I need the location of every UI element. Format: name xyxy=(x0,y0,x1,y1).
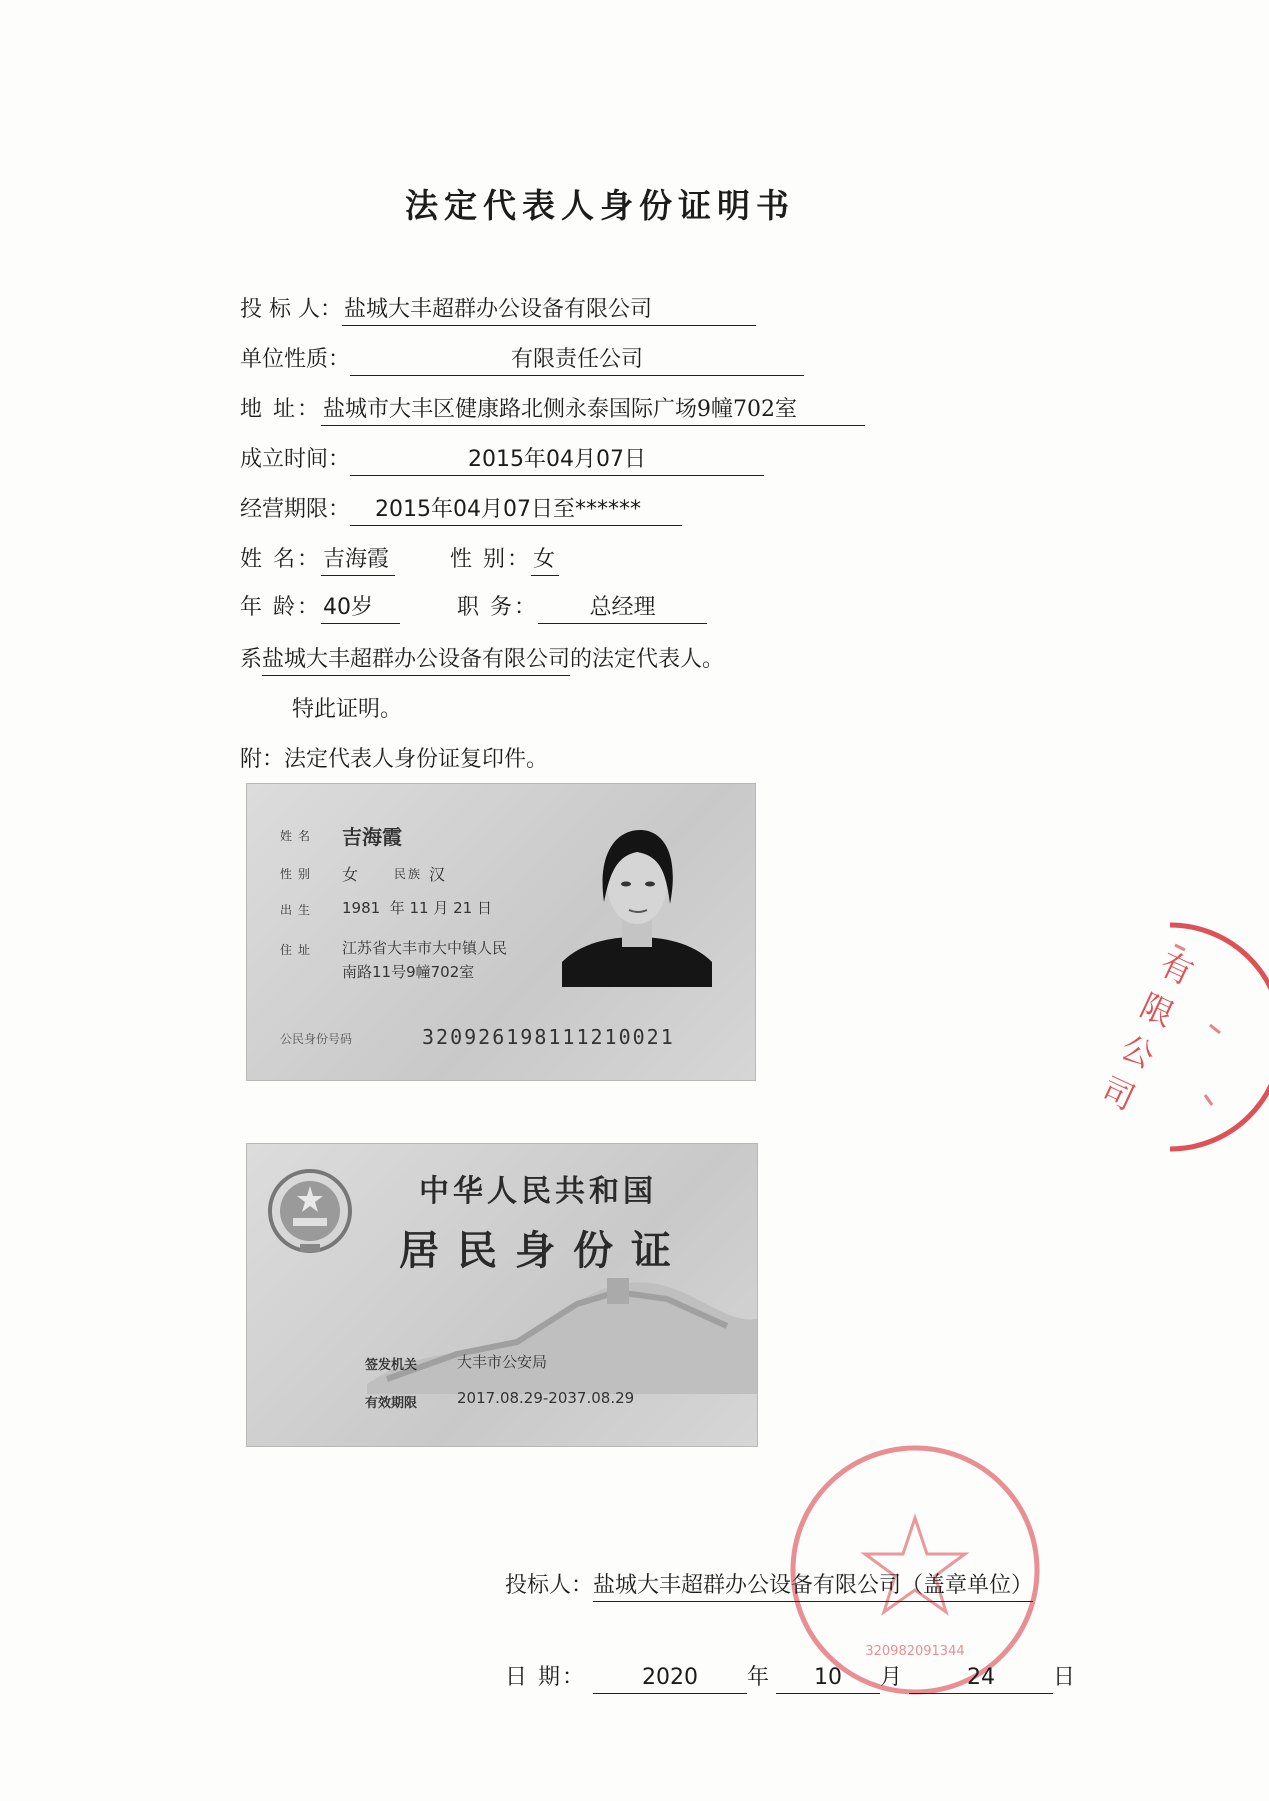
row-term xyxy=(240,492,682,528)
signature-line xyxy=(505,1568,1033,1604)
age-label: 年 龄： xyxy=(240,595,321,620)
id-birth: 1981 年 11 月 21 日 xyxy=(342,899,492,917)
gender-label: 性 别： xyxy=(450,547,531,572)
bidder-label: 投 标 人： xyxy=(240,297,342,322)
id-ethnic-label: 民族 xyxy=(394,867,423,881)
founded-value: 2015年04月07日 xyxy=(350,445,764,476)
document-title: 法定代表人身份证明书 xyxy=(405,186,795,225)
id-back-authority: 大丰市公安局 xyxy=(457,1353,548,1371)
term-value: 2015年04月07日至****** xyxy=(350,495,682,526)
id-back-card-name: 居民身份证 xyxy=(399,1227,689,1274)
id-name-label: 姓名 xyxy=(280,829,317,843)
row-bidder xyxy=(240,292,756,328)
age-value: 40岁 xyxy=(321,593,400,624)
signature-company: 盐城大丰超群办公设备有限公司 xyxy=(593,1571,901,1602)
id-photo xyxy=(562,812,712,987)
attachment-line: 附：法定代表人身份证复印件。 xyxy=(240,747,549,772)
id-back-validity-label: 有效期限 xyxy=(365,1396,418,1411)
date-month: 10 xyxy=(776,1663,880,1694)
signature-note: （盖章单位） xyxy=(901,1571,1033,1602)
row-age xyxy=(240,590,707,626)
name-value: 吉海霞 xyxy=(321,545,395,576)
certify-line: 特此证明。 xyxy=(292,697,403,722)
id-number-label: 公民身份号码 xyxy=(280,1032,353,1046)
id-number: 320926198111210021 xyxy=(422,1025,675,1049)
name-label: 姓 名： xyxy=(240,547,321,572)
nature-label: 单位性质： xyxy=(240,347,351,372)
id-address-label: 住址 xyxy=(280,943,317,957)
side-seal-text: 有 限 公 司 xyxy=(1095,944,1200,1118)
statement-company: 盐城大丰超群办公设备有限公司 xyxy=(262,645,570,676)
position-value: 总经理 xyxy=(538,593,707,624)
bidder-value: 盐城大丰超群办公设备有限公司 xyxy=(342,295,756,326)
id-back-country: 中华人民共和国 xyxy=(419,1174,657,1209)
signature-label: 投标人： xyxy=(505,1573,594,1598)
id-name: 吉海霞 xyxy=(342,825,402,849)
term-label: 经营期限： xyxy=(240,497,351,522)
id-gender-label: 性别 xyxy=(280,867,317,881)
id-card-back xyxy=(246,1143,758,1447)
id-card-front xyxy=(246,783,756,1081)
date-year-unit: 年 xyxy=(747,1665,770,1690)
id-address-line2: 南路11号9幢702室 xyxy=(342,963,475,981)
nature-value: 有限责任公司 xyxy=(350,345,804,376)
row-address xyxy=(240,392,865,428)
date-label: 日 期： xyxy=(505,1665,586,1690)
date-day: 24 xyxy=(909,1663,1053,1694)
statement-line xyxy=(240,642,724,678)
id-birth-label: 出生 xyxy=(280,903,317,917)
national-emblem-icon xyxy=(265,1166,355,1256)
date-year: 2020 xyxy=(593,1663,747,1694)
address-value: 盐城市大丰区健康路北侧永泰国际广场9幢702室 xyxy=(321,395,865,426)
id-ethnic: 汉 xyxy=(429,865,446,884)
date-day-unit: 日 xyxy=(1053,1665,1076,1690)
great-wall-icon xyxy=(367,1264,757,1394)
row-nature xyxy=(240,342,804,378)
row-name xyxy=(240,542,559,578)
id-back-authority-label: 签发机关 xyxy=(365,1358,418,1373)
id-back-validity: 2017.08.29-2037.08.29 xyxy=(457,1389,635,1407)
row-founded xyxy=(240,442,764,478)
position-label: 职 务： xyxy=(457,595,538,620)
svg-text:320982091344: 320982091344 xyxy=(865,1644,965,1659)
date-month-unit: 月 xyxy=(880,1665,903,1690)
statement-prefix: 系 xyxy=(240,647,263,672)
gender-value: 女 xyxy=(531,545,559,576)
date-line xyxy=(505,1660,1075,1696)
id-address-line1: 江苏省大丰市大中镇人民 xyxy=(342,939,508,957)
statement-suffix: 的法定代表人。 xyxy=(570,647,725,672)
id-gender: 女 xyxy=(342,865,359,884)
address-label: 地 址： xyxy=(240,397,321,422)
founded-label: 成立时间： xyxy=(240,447,351,472)
